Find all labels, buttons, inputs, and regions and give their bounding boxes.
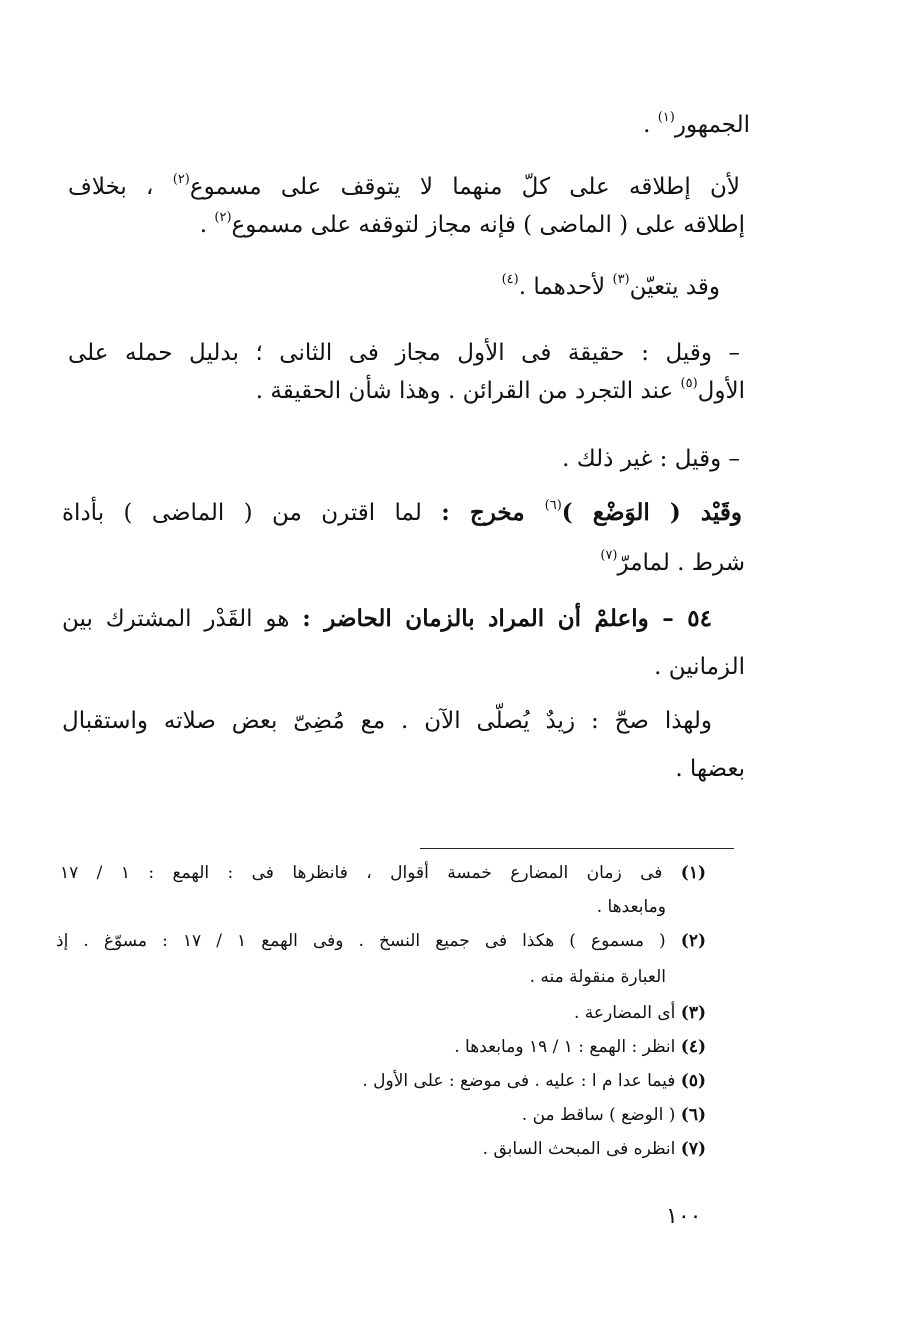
body-text: عند التجرد من القرائن . وهذا شأن الحقيقة . — [255, 378, 681, 404]
body-text: الزمانين . — [654, 654, 745, 680]
body-text: . — [199, 212, 215, 238]
footnote-number: (٧) — [680, 1139, 706, 1159]
body-line — [560, 652, 745, 682]
footnote-text: العبارة منقولة منه . — [529, 967, 666, 987]
footnote-item — [483, 1138, 706, 1160]
footnote-separator — [420, 848, 734, 849]
page-number: ١٠٠ — [666, 1204, 702, 1229]
body-line — [62, 604, 712, 634]
footnote-item — [56, 930, 706, 952]
body-text: إطلاقه على ( الماضى ) فإنه مجاز لتوقفه على مسموع — [231, 212, 745, 238]
footnote-ref: (٢) — [214, 210, 232, 226]
body-line — [400, 272, 720, 302]
footnote-item — [574, 1002, 706, 1024]
body-text: لما اقترن من ( الماضى ) بأداة — [62, 500, 442, 526]
footnote-number: (٣) — [680, 1003, 706, 1023]
body-line — [220, 376, 745, 406]
body-bold-text: مخرج : — [441, 499, 545, 526]
footnote-ref: (٣) — [612, 272, 630, 288]
body-line — [150, 210, 745, 240]
footnote-ref: (٢) — [172, 172, 190, 188]
footnote-number: (١) — [680, 863, 706, 883]
body-text: لأن إطلاقه على كلّ منهما لا يتوقف على مسموع — [189, 174, 741, 200]
body-text: الأول — [697, 378, 745, 404]
body-line — [62, 498, 742, 528]
footnote-ref: (٦) — [544, 498, 562, 514]
footnote-ref: (٤) — [501, 272, 519, 288]
footnote-text: فيما عدا م ا : عليه . فى موضع : على الأول . — [362, 1071, 676, 1091]
footnote-number: (٦) — [680, 1105, 706, 1125]
body-text: وقد يتعيّن — [629, 274, 720, 300]
footnote-item — [362, 1070, 706, 1092]
body-text: . — [643, 112, 658, 138]
footnote-text: فى زمان المضارع خمسة أقوال ، فانظرها فى : الهمع : ١ / ١٧ — [60, 863, 663, 883]
body-line — [400, 110, 750, 140]
footnote-text: أى المضارعة . — [573, 1003, 676, 1023]
footnote-item — [530, 966, 666, 988]
body-text: لأحدهما . — [518, 274, 613, 300]
body-text: الجمهور — [674, 112, 750, 138]
body-text: – وقيل : غير ذلك . — [562, 446, 740, 472]
body-bold-text: وقَيْد ( الوَضْع ) — [561, 499, 743, 526]
footnote-text: انظر : الهمع : ١ / ١٩ ومابعدها . — [454, 1037, 676, 1057]
footnote-ref: (١) — [657, 110, 675, 126]
footnote-ref: (٥) — [680, 376, 698, 392]
body-line — [500, 548, 745, 578]
body-line — [68, 172, 740, 202]
footnote-number: (٢) — [680, 931, 706, 951]
body-line — [480, 444, 740, 474]
body-line — [600, 754, 745, 784]
footnote-text: انظره فى المبحث السابق . — [482, 1139, 676, 1159]
footnote-text: ( الوضع ) ساقط من . — [521, 1105, 676, 1125]
body-text: ، بخلاف — [68, 174, 173, 200]
body-line — [62, 706, 712, 736]
body-text: ولهذا صحّ : زيدٌ يُصلّى الآن . مع مُضِىّ بعض صلاته واستقبال — [62, 708, 712, 734]
footnote-text: ( مسموع ) هكذا فى جميع النسخ . وفى الهمع ١ / ١٧ : مسوّغ . إذ — [56, 931, 666, 951]
body-line — [68, 338, 740, 368]
footnote-item — [454, 1036, 706, 1058]
body-text: شرط . لمامرّ — [617, 550, 745, 576]
footnote-item — [522, 1104, 706, 1126]
body-bold-text: ٥٤ – واعلمْ أن المراد بالزمان الحاضر : — [302, 605, 713, 632]
footnote-text: ومابعدها . — [596, 897, 666, 917]
body-text: بعضها . — [675, 756, 745, 782]
footnote-number: (٥) — [680, 1071, 706, 1091]
body-text: هو القَدْر المشترك بين — [62, 606, 303, 632]
footnote-ref: (٧) — [600, 548, 618, 564]
footnote-item — [60, 862, 706, 884]
body-text: – وقيل : حقيقة فى الأول مجاز فى الثانى ؛ بدليل حمله على — [68, 340, 740, 366]
footnote-item — [597, 896, 666, 918]
footnote-number: (٤) — [680, 1037, 706, 1057]
